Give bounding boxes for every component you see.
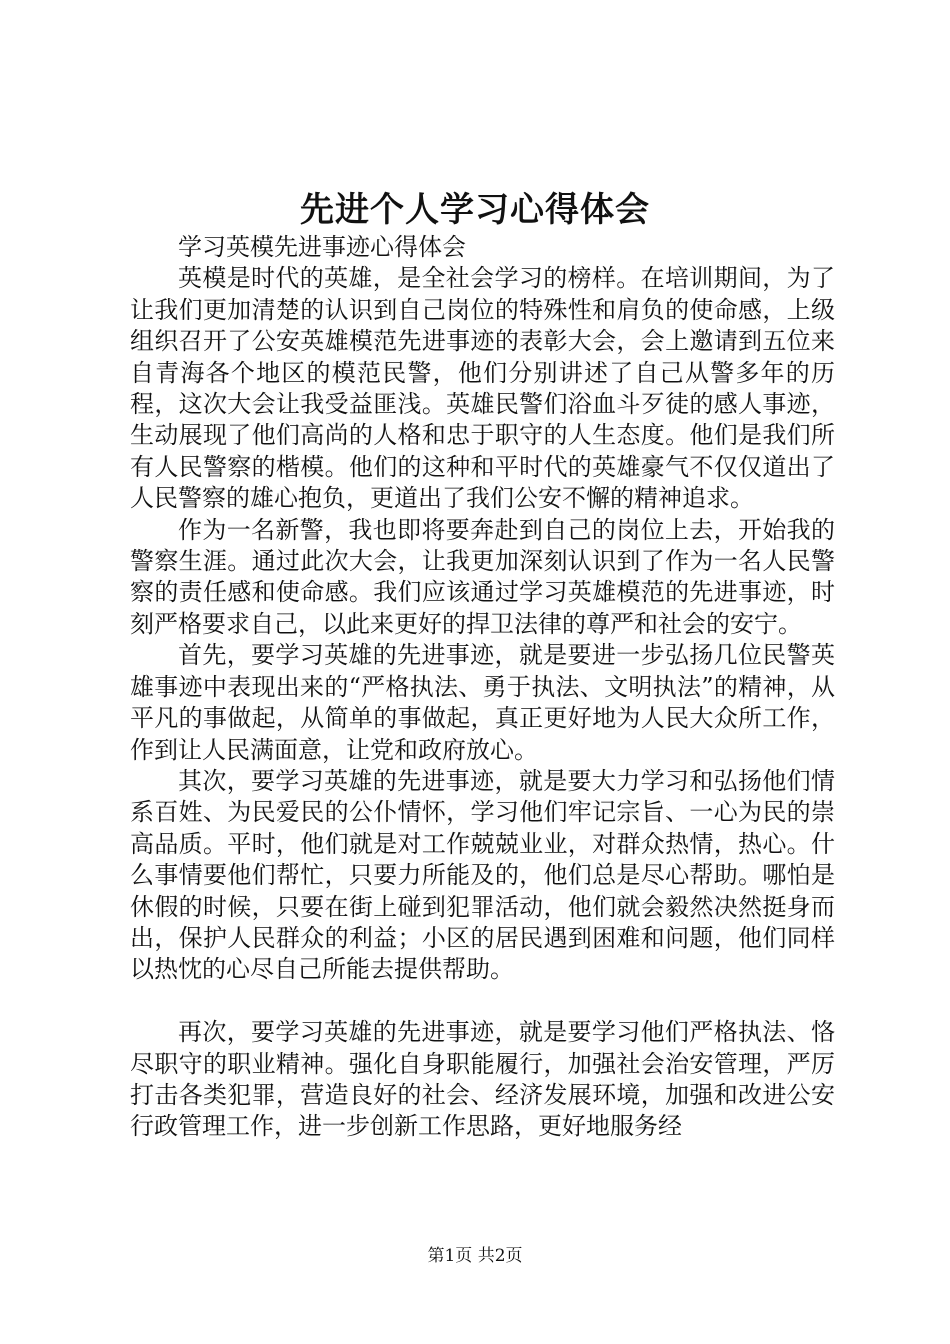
document-body — [130, 232, 835, 1143]
document-title: 先进个人学习心得体会 — [300, 190, 650, 230]
body-paragraph: 再次，要学习英雄的先进事迹，就是要学习他们严格执法、恪尽职守的职业精神。强化自身职能履行，加强社会治安管理，严厉打击各类犯罪，营造良好的社会、经济发展环境，加强和改进公安行政管理工作，进一步创新工作思路，更好地服务经 — [130, 1018, 835, 1141]
body-paragraph: 作为一名新警，我也即将要奔赴到自己的岗位上去，开始我的警察生涯。通过此次大会，让我更加深刻认识到了作为一名人民警察的责任感和使命感。我们应该通过学习英雄模范的先进事迹，时刻严格要求自己，以此来更好的捍卫法律的尊严和社会的安宁。 — [130, 515, 835, 638]
body-paragraph: 首先，要学习英雄的先进事迹，就是要进一步弘扬几位民警英雄事迹中表现出来的“严格执法、勇于执法、文明执法”的精神，从平凡的事做起，从简单的事做起，真正更好地为人民大众所工作，作到让人民满面意，让党和政府放心。 — [130, 641, 835, 764]
body-paragraph: 英模是时代的英雄，是全社会学习的榜样。在培训期间，为了让我们更加清楚的认识到自己岗位的特殊性和肩负的使命感，上级组织召开了公安英雄模范先进事迹的表彰大会，会上邀请到五位来自青海各个地区的模范民警，他们分别讲述了自己从警多年的历程，这次大会让我受益匪浅。英雄民警们浴血斗歹徒的感人事迹，生动展现了他们高尚的人格和忠于职守的人生态度。他们是我们所有人民警察的楷模。他们的这种和平时代的英雄豪气不仅仅道出了人民警察的雄心抱负，更道出了我们公安不懈的精神追求。 — [130, 264, 835, 513]
body-paragraph: 其次，要学习英雄的先进事迹，就是要大力学习和弘扬他们情系百姓、为民爱民的公仆情怀，学习他们牢记宗旨、一心为民的崇高品质。平时，他们就是对工作兢兢业业，对群众热情，热心。什么事情要他们帮忙，只要力所能及的，他们总是尽心帮助。哪怕是休假的时候，只要在街上碰到犯罪活动，他们就会毅然决然挺身而出，保护人民群众的利益；小区的居民遇到困难和问题，他们同样以热忱的心尽自己所能去提供帮助。 — [130, 766, 835, 984]
subtitle-paragraph: 学习英模先进事迹心得体会 — [178, 233, 466, 261]
page-footer: 第1页 共2页 — [427, 1246, 523, 1266]
